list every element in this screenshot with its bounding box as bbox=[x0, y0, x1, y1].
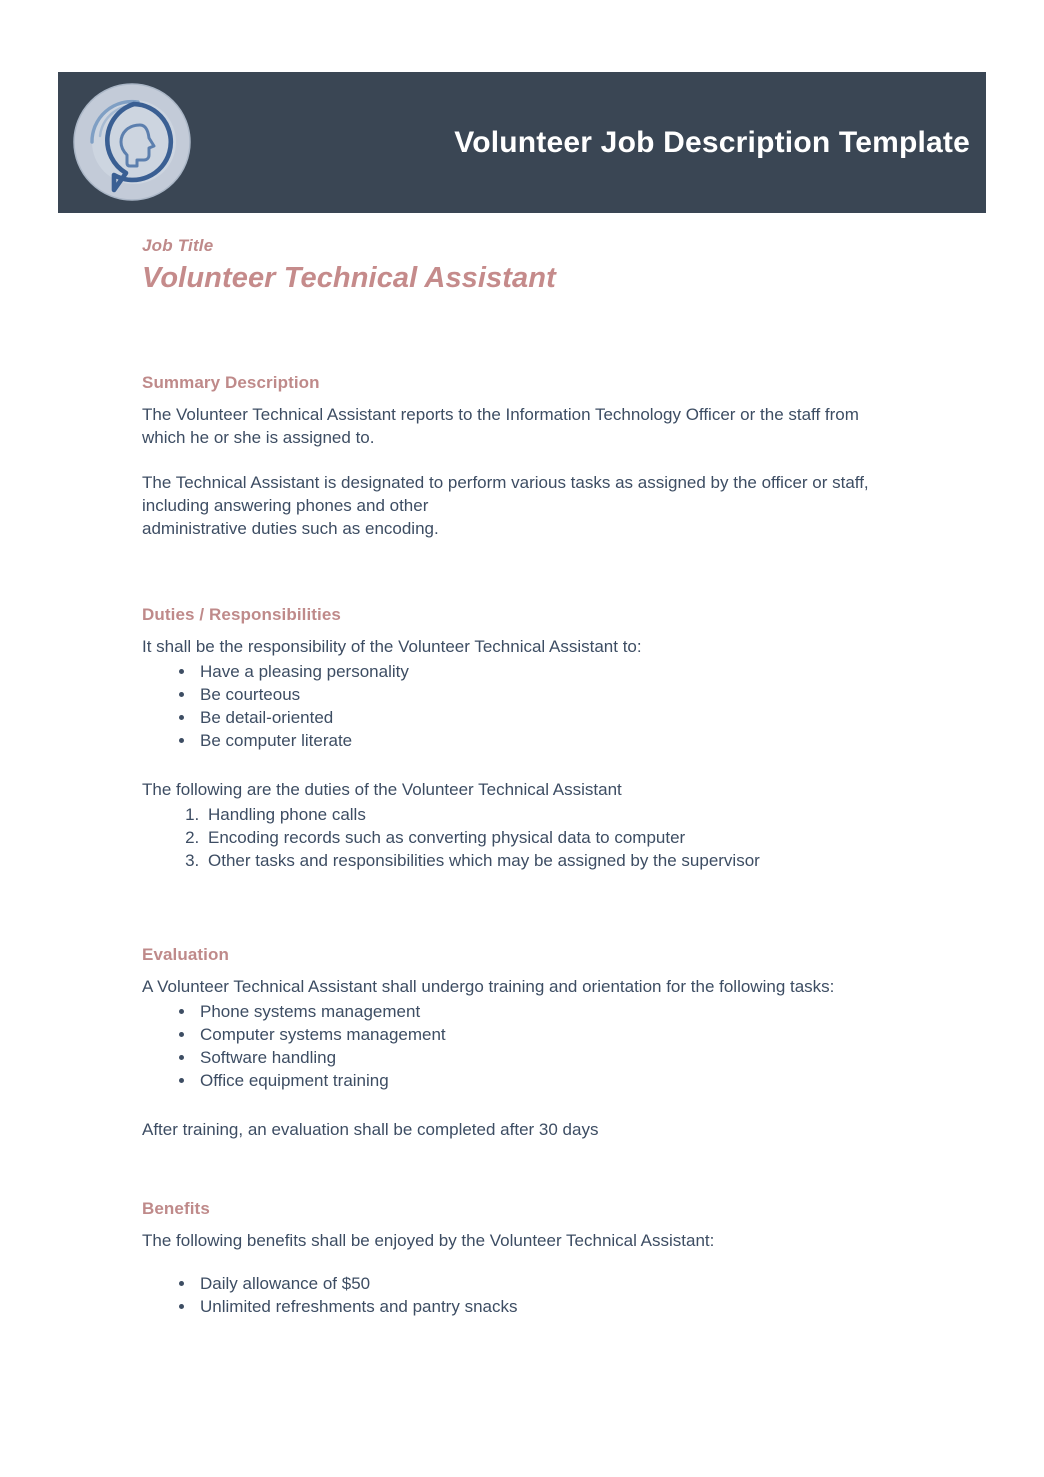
section-summary-description bbox=[142, 373, 902, 541]
list-item: • Unlimited refreshments and pantry snacks bbox=[196, 1295, 902, 1318]
duties-numbered-list bbox=[142, 803, 902, 872]
paragraph-spacer bbox=[142, 1092, 902, 1118]
paragraph-spacer bbox=[142, 449, 902, 471]
section-evaluation bbox=[142, 945, 902, 1142]
list-item: • Computer systems management bbox=[196, 1023, 902, 1046]
duties-bullet-list bbox=[142, 660, 902, 752]
job-title-label: Job Title bbox=[142, 236, 214, 255]
document-title: Volunteer Job Description Template bbox=[454, 125, 970, 159]
organization-logo bbox=[70, 80, 194, 204]
duties-intro: It shall be the responsibility of the Volunteer Technical Assistant to: bbox=[142, 636, 642, 656]
evaluation-closing: After training, an evaluation shall be completed after 30 days bbox=[142, 1120, 599, 1140]
evaluation-intro: A Volunteer Technical Assistant shall undergo training and orientation for the following tasks: bbox=[142, 976, 835, 996]
summary-paragraph-2-line-1: The Technical Assistant is designated to perform various tasks as assigned by the officer or staff, including answering phones and other bbox=[142, 473, 869, 516]
evaluation-bullet-list bbox=[142, 1000, 902, 1092]
section-heading-duties: Duties / Responsibilities bbox=[142, 604, 341, 624]
speech-bubble-head-profile-logo-icon bbox=[70, 80, 194, 204]
section-duties-responsibilities bbox=[142, 605, 902, 873]
section-heading-evaluation: Evaluation bbox=[142, 944, 229, 964]
document-header-band bbox=[58, 72, 986, 213]
summary-paragraph-1: The Volunteer Technical Assistant reports to the Information Technology Officer or the staff from which he or she is assigned to. bbox=[142, 405, 859, 448]
list-item: • Have a pleasing personality bbox=[196, 660, 902, 683]
list-item: • Software handling bbox=[196, 1046, 902, 1069]
job-title-value: Volunteer Technical Assistant bbox=[142, 262, 556, 294]
list-item: • Be courteous bbox=[196, 683, 902, 706]
list-item: • Be detail-oriented bbox=[196, 706, 902, 729]
section-heading-benefits: Benefits bbox=[142, 1199, 210, 1219]
section-heading-summary: Summary Description bbox=[142, 373, 320, 392]
paragraph-spacer bbox=[142, 752, 902, 778]
list-item: • Be computer literate bbox=[196, 729, 902, 752]
section-benefits bbox=[142, 1199, 902, 1318]
list-item: • Office equipment training bbox=[196, 1069, 902, 1092]
list-item: 1. Handling phone calls bbox=[204, 803, 902, 826]
benefits-intro: The following benefits shall be enjoyed by the Volunteer Technical Assistant: bbox=[142, 1231, 715, 1251]
job-title-block bbox=[142, 236, 902, 295]
duties-numbered-intro: The following are the duties of the Volunteer Technical Assistant bbox=[142, 780, 622, 800]
benefits-bullet-list bbox=[142, 1272, 902, 1318]
document-body bbox=[142, 236, 902, 1319]
paragraph-spacer bbox=[142, 1252, 902, 1270]
list-item: 2. Encoding records such as converting physical data to computer bbox=[204, 826, 902, 849]
list-item: • Daily allowance of $50 bbox=[196, 1272, 902, 1295]
list-item: • Phone systems management bbox=[196, 1000, 902, 1023]
summary-paragraph-2-line-2: administrative duties such as encoding. bbox=[142, 519, 439, 539]
list-item: 3. Other tasks and responsibilities which may be assigned by the supervisor bbox=[204, 849, 902, 872]
